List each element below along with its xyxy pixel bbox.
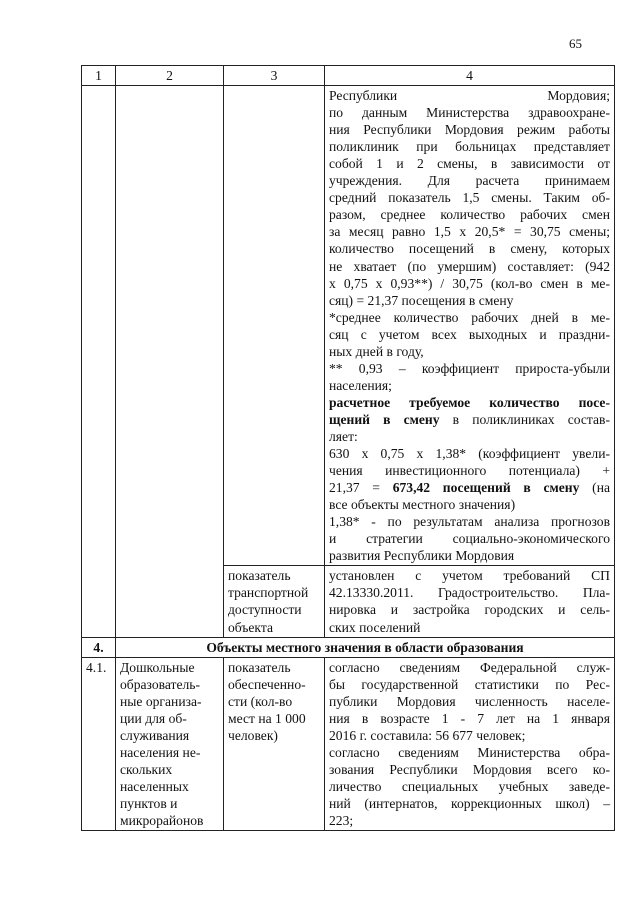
header-col-2: 2 <box>116 66 224 86</box>
text-fragment: в поликлиниках состав- <box>439 411 610 427</box>
text-line: сти (кол-во <box>228 693 293 709</box>
text-line: и стратегии социально-экономического <box>329 531 610 547</box>
transport-indicator-cell <box>224 566 325 637</box>
text-line: образователь- <box>120 676 201 692</box>
justification-cell <box>325 657 615 830</box>
header-col-1: 1 <box>82 66 116 86</box>
text-line: согласно сведениям Министерства обра- <box>329 744 610 760</box>
text-line: доступности <box>228 602 302 618</box>
bold-term: щений в смену <box>329 411 440 427</box>
text-line: транспортной <box>228 585 309 601</box>
header-row <box>82 66 615 86</box>
row-number: 4.1. <box>82 657 116 830</box>
text-line: обеспеченно- <box>228 676 306 692</box>
table-row <box>82 657 615 830</box>
text-line: все объекты местного значения) <box>329 497 516 513</box>
text-line: ные организа- <box>120 693 202 709</box>
text-line: 223; <box>329 813 354 829</box>
text-line: публики Мордовия численность населе- <box>329 693 610 709</box>
text-line: объекта <box>228 619 274 635</box>
text-line: человек) <box>228 727 278 743</box>
text-line: согласно сведениям Федеральной служ- <box>329 659 610 675</box>
text-line <box>329 411 610 428</box>
bold-result: 673,42 посещений в смену <box>392 480 580 496</box>
text-line: 2016 г. составила: 56 677 человек; <box>329 727 526 743</box>
cell-empty-indicator <box>224 86 325 566</box>
text-line: сяц) = 21,37 посещения в смену <box>329 292 514 308</box>
text-line: служивания <box>120 727 190 743</box>
calculation-justification-cell <box>325 86 615 566</box>
text-line: Республики Мордовия; <box>329 88 610 104</box>
text-line: Дошкольные <box>120 659 195 675</box>
text-line: установлен с учетом требований СП <box>329 568 610 584</box>
text-line: мест на 1 000 <box>228 710 306 726</box>
transport-justification-cell <box>325 566 615 637</box>
object-name-cell <box>116 657 224 830</box>
planning-table <box>81 65 615 831</box>
text-line: поликлиник при больницах представляет <box>329 139 610 155</box>
text-line: развития Республики Мордовия <box>329 548 515 564</box>
text-line: показатель <box>228 659 291 675</box>
table-row <box>82 86 615 566</box>
cell-empty-num <box>82 86 116 638</box>
section-title: Объекты местного значения в области образования <box>116 637 615 657</box>
text-line: собой 1 и 2 смены, в зависимости от <box>329 156 610 172</box>
text-line: ния Республики Мордовия режим работы <box>329 122 610 138</box>
text-line: средний показатель 1,5 смены. Таким об- <box>329 190 610 206</box>
section-number: 4. <box>82 637 116 657</box>
text-line: не хватает (по умершим) составляет: (942 <box>329 258 610 274</box>
text-line <box>329 479 610 496</box>
text-line: сяц с учетом всех выходных и праздни- <box>329 326 610 342</box>
text-line: скольких <box>120 761 173 777</box>
text-line: ний (интернатов, коррекционных школ) – <box>329 795 610 811</box>
bold-text-line: расчетное требуемое количество посе- <box>329 394 610 410</box>
indicator-cell <box>224 657 325 830</box>
text-line: пунктов и <box>120 795 178 811</box>
text-line: *среднее количество рабочих дней в ме- <box>329 309 610 325</box>
text-line: личество специальных учебных заведе- <box>329 778 610 794</box>
text-line: ных дней в году, <box>329 343 424 359</box>
text-line: бы государственной статистики по Рес- <box>329 676 610 692</box>
text-line: ских поселений <box>329 619 421 635</box>
text-line: чения инвестиционного потенциала) + <box>329 463 610 479</box>
text-line: населенных <box>120 778 189 794</box>
header-col-4: 4 <box>325 66 615 86</box>
text-line: ции для об- <box>120 710 187 726</box>
text-line: 42.13330.2011. Градостроительство. Пла- <box>329 585 610 601</box>
text-line: по данным Министерства здравоохране- <box>329 105 610 121</box>
text-line: ** 0,93 – коэффициент прироста-убыли <box>329 360 610 376</box>
text-fragment: (на <box>579 480 610 496</box>
text-line: учреждения. Для расчета принимаем <box>329 173 610 189</box>
header-col-3: 3 <box>224 66 325 86</box>
text-line: количество посещений в смену, которых <box>329 241 610 257</box>
text-line: х 0,75 х 0,93**) / 30,75 (кол-во смен в ме- <box>329 275 610 291</box>
text-line: 1,38* - по результатам анализа прогнозов <box>329 514 610 530</box>
text-line: разом, среднее количество рабочих смен <box>329 207 610 223</box>
text-line: показатель <box>228 568 291 584</box>
text-line: зования Республики Мордовия всего ко- <box>329 761 610 777</box>
text-line: за месяц равно 1,5 х 20,5* = 30,75 смены; <box>329 224 610 240</box>
page-number: 65 <box>569 36 582 51</box>
text-line: 630 х 0,75 х 1,38* (коэффициент увели- <box>329 446 610 462</box>
text-line: населения; <box>329 377 392 393</box>
text-line: нировка и застройка городских и сель- <box>329 602 610 618</box>
text-line: микрорайонов <box>120 813 204 829</box>
text-line: ния в возрасте 1 - 7 лет на 1 января <box>329 710 610 726</box>
text-fragment: 21,37 = <box>329 480 393 496</box>
cell-empty-object <box>116 86 224 638</box>
text-line: ляет: <box>329 428 358 444</box>
text-line: населения не- <box>120 744 201 760</box>
section-row <box>82 637 615 657</box>
